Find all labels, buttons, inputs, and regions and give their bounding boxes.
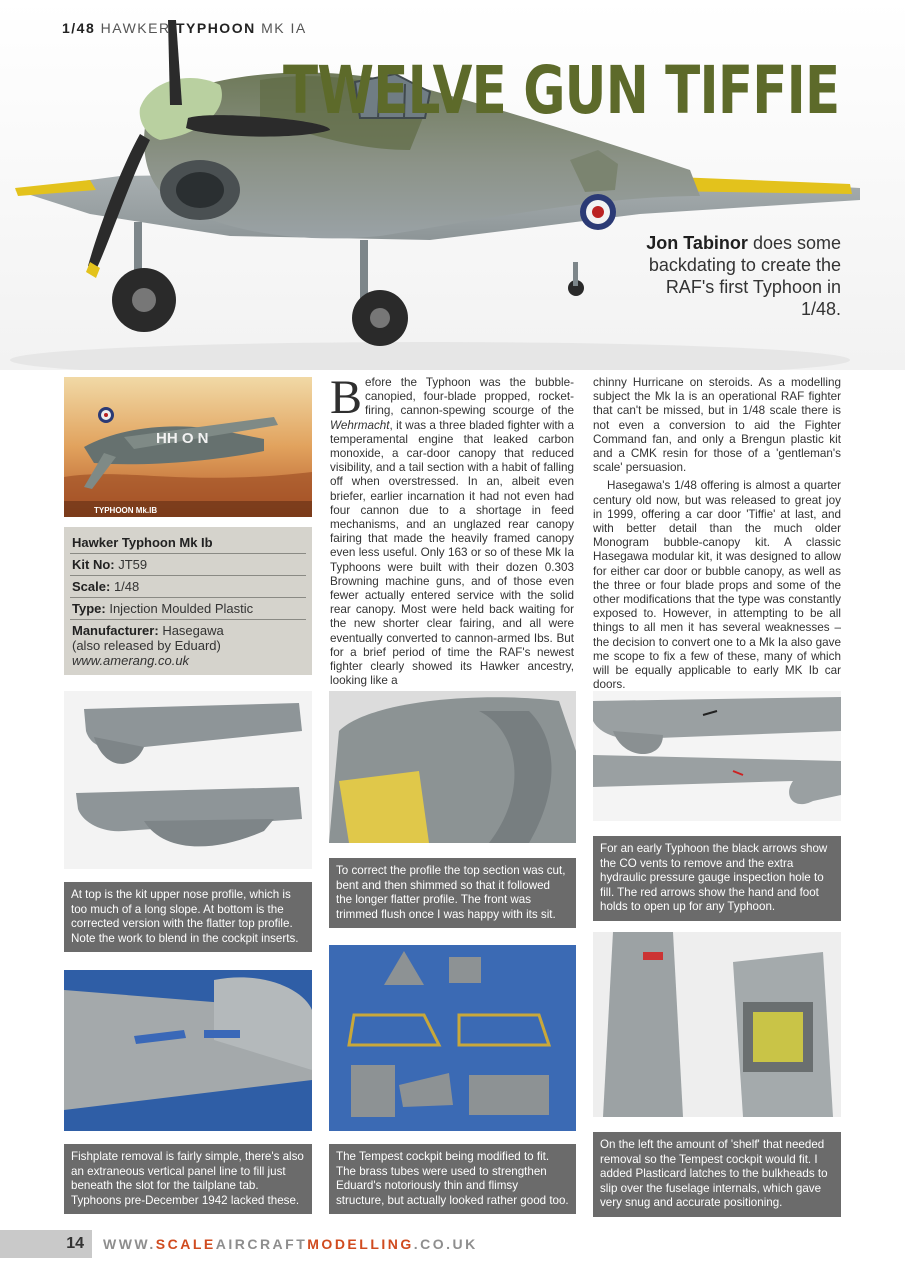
header-maker: HAWKER bbox=[100, 20, 171, 36]
url-part-modelling: MODELLING bbox=[307, 1236, 414, 1252]
url-part-www: WWW. bbox=[103, 1236, 156, 1252]
url-part-scale: SCALE bbox=[155, 1236, 216, 1252]
url-part-domain: .CO.UK bbox=[413, 1236, 478, 1252]
website-url[interactable] bbox=[103, 1236, 478, 1252]
cockpit-fitted-illustration bbox=[593, 932, 841, 1117]
nose-profile-illustration bbox=[64, 691, 312, 869]
header-scale: 1/48 bbox=[62, 20, 96, 36]
body-text-1b: , it was a three bladed fighter with a temperamental engine that leaked carbon monoxide, a car-door canopy that reduced visibility, and a tail section with a habit of falling off when overstressed. In an, albeit even briefer, earlier incarnation it had not even had four cannon due to a shortage in feed mechanisms, and an unglazed rear canopy fairing that made the heavily framed canopy even less useful. Only 163 or so of these Mk Ia Typhoons were built with their dozen 0.303 Browning machine guns, and of those even fewer actually entered service with the solid rear canopy. Most were held back waiting for the new shorter clear fairing, and all were eventually converted to cannon-armed Ibs. But for a brief period of time the RAF's newest fighter clearly showed its Hawker ancestry, looking like a bbox=[330, 418, 574, 688]
photo-cockpit-parts bbox=[329, 945, 576, 1131]
cockpit-parts-illustration bbox=[329, 945, 576, 1131]
caption-nose-profiles: At top is the kit upper nose profile, which is too much of a long slope. At bottom is the corrected version with the flatter top profile. Note the work to blend in the cockpit inserts. bbox=[64, 882, 312, 952]
kit-number: JT59 bbox=[118, 557, 148, 572]
fuselage-halves-illustration bbox=[593, 691, 841, 821]
kit-manufacturer-row bbox=[70, 620, 306, 671]
caption-cockpit-parts: The Tempest cockpit being modified to fit. The brass tubes were used to strengthen Eduard's notoriously thin and flimsy structure, but actually looked rather good too. bbox=[329, 1144, 576, 1214]
page-footer bbox=[0, 1230, 905, 1258]
body-column-1 bbox=[330, 371, 574, 688]
body-column-2 bbox=[593, 376, 841, 692]
nose-cut-illustration bbox=[329, 691, 576, 843]
body-paragraph-2: chinny Hurricane on steroids. As a modelling subject the Mk Ia is an operational RAF fighter that can't be missed, but in 1/48 scale there is not even a conversion to aid the Fighter Command fan, and only a Brengun plastic kit and a CMK resin for those of a 'gentleman's scale' persuasion. bbox=[593, 376, 841, 475]
caption-nose-cut: To correct the profile the top section was cut, bent and then shimmed so that it followed the longer flatter profile. The front was trimmed flush once I was happy with its sit. bbox=[329, 858, 576, 928]
body-text-1a: efore the Typhoon was the bubble-canopied, four-blade propped, rocket-firing, cannon-spewing scourge of the bbox=[365, 376, 574, 418]
caption-tail-fishplate: Fishplate removal is fairly simple, there's also an extraneous vertical panel line to fill just beneath the slot for the tailplane tab. Typhoons pre-December 1942 lacked these. bbox=[64, 1144, 312, 1214]
article-title: TWELVE GUN TIFFIE bbox=[282, 52, 839, 129]
kit-scale-row bbox=[70, 576, 306, 598]
kit-type-label: Type: bbox=[72, 601, 106, 616]
kit-info-box bbox=[64, 527, 312, 675]
body-paragraph-1 bbox=[330, 371, 574, 688]
caption-cockpit-fitted: On the left the amount of 'shelf' that needed removal so the Tempest cockpit would fit. I added Plasticard latches to the bulkheads to slip over the fuselage internals, which gave very snug and accurate positioning. bbox=[593, 1132, 841, 1217]
box-art-illustration bbox=[64, 377, 312, 517]
kit-manufacturer-label: Manufacturer: bbox=[72, 623, 159, 638]
photo-fuselage-halves bbox=[593, 691, 841, 821]
tail-fishplate-illustration bbox=[64, 970, 312, 1131]
photo-cockpit-fitted bbox=[593, 932, 841, 1117]
kit-name: Hawker Typhoon Mk Ib bbox=[72, 535, 213, 550]
photo-nose-profiles bbox=[64, 691, 312, 869]
box-art-code: HH O N bbox=[156, 430, 209, 447]
header-type: TYPHOON bbox=[175, 20, 256, 36]
kit-manufacturer: Hasegawa bbox=[162, 623, 224, 638]
kit-scale: 1/48 bbox=[113, 579, 140, 594]
body-text-emphasis: Wehrmacht bbox=[330, 418, 390, 432]
kit-website-link[interactable]: www.amerang.co.uk bbox=[72, 653, 190, 668]
kit-number-row bbox=[70, 554, 306, 576]
kit-name-row bbox=[70, 532, 306, 554]
page-number-block bbox=[0, 1230, 92, 1258]
body-paragraph-3: Hasegawa's 1/48 offering is almost a quarter century old now, but was released to great joy in 1999, offering a car door 'Tiffie' at last, and with better detail than the much older Monogram bubble-canopy kit. A classic Hasegawa modular kit, it was designed to allow for either car door or bubble canopy, as well as the three or four blade props and some of the other modifications that the type was constantly exposed to. However, in attempting to be all things to all men it has several weaknesses – the decision to convert one to a Mk Ia also gave me scope to fix a few of these, many of which will be equally applicable to early MK Ib car doors. bbox=[593, 479, 841, 692]
standfirst bbox=[641, 232, 841, 320]
photo-tail-fishplate bbox=[64, 970, 312, 1131]
kit-type-row bbox=[70, 598, 306, 620]
drop-cap: B bbox=[330, 371, 363, 424]
kit-box-art bbox=[64, 377, 312, 517]
standfirst-text: does some backdating to create the RAF's first Typhoon in 1/48. bbox=[648, 233, 841, 319]
header-mark: MK IA bbox=[261, 20, 307, 36]
kit-type: Injection Moulded Plastic bbox=[109, 601, 254, 616]
kit-number-label: Kit No: bbox=[72, 557, 115, 572]
url-part-aircraft: AIRCRAFT bbox=[215, 1236, 308, 1252]
photo-nose-cut bbox=[329, 691, 576, 843]
kit-scale-label: Scale: bbox=[72, 579, 111, 594]
kit-also-released: (also released by Eduard) bbox=[72, 638, 221, 653]
box-art-label: TYPHOON Mk.IB bbox=[94, 506, 158, 515]
caption-fuselage-halves: For an early Typhoon the black arrows show the CO vents to remove and the extra hydraulic pressure gauge inspection hole to fill. The red arrows show the hand and foot holds to open up for any Typhoon. bbox=[593, 836, 841, 921]
section-header bbox=[62, 20, 307, 36]
author-name: Jon Tabinor bbox=[646, 233, 748, 253]
page-number: 14 bbox=[66, 1235, 84, 1252]
